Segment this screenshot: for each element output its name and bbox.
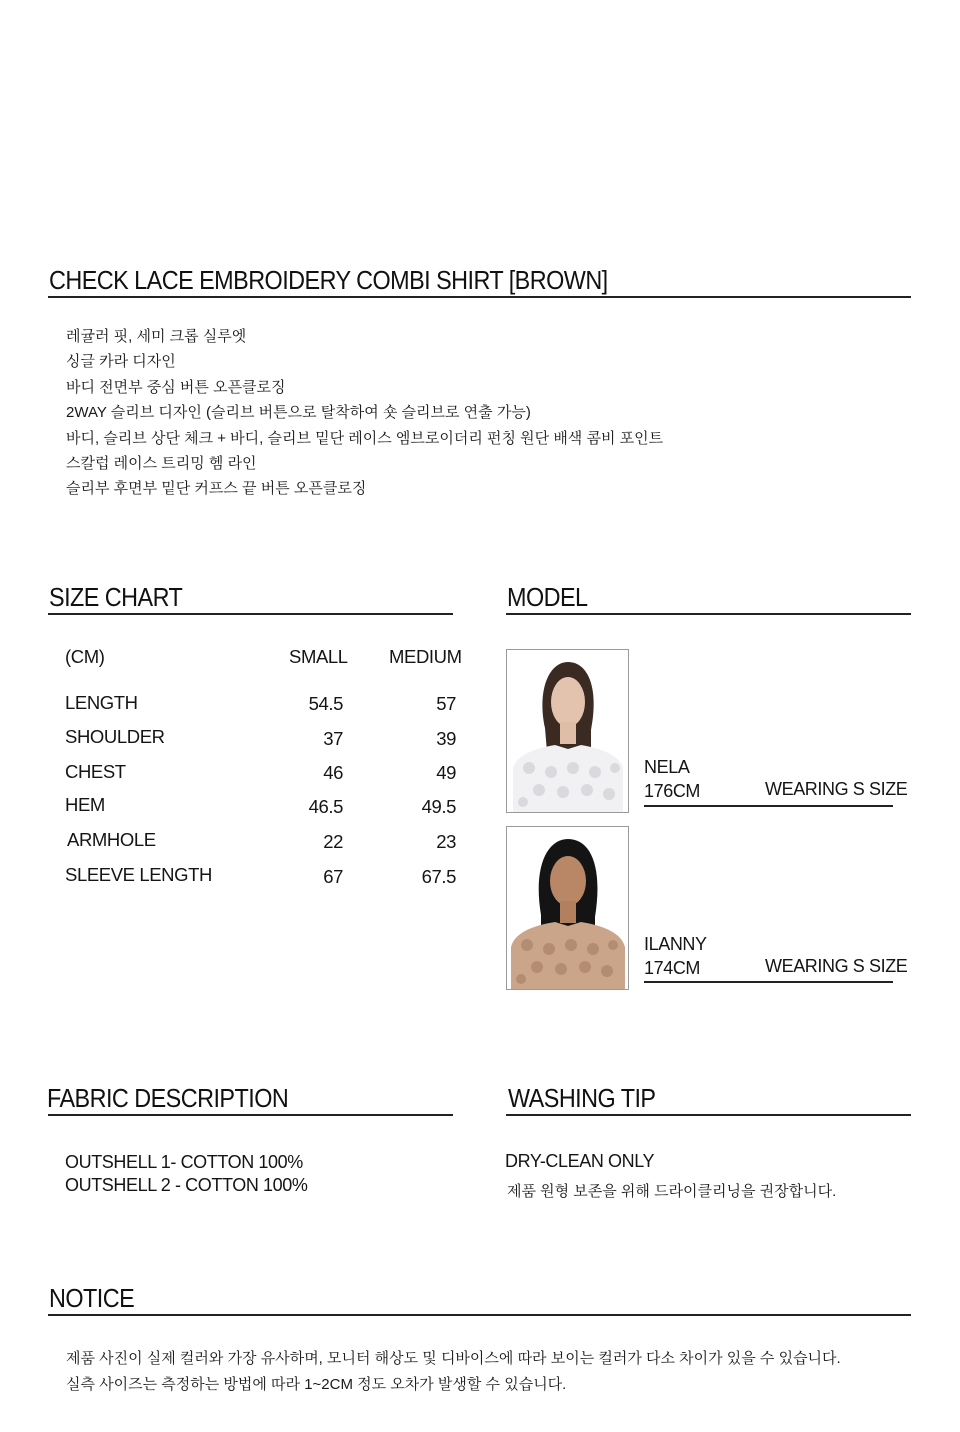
- model-portrait-illustration: [507, 827, 628, 989]
- product-title: CHECK LACE EMBROIDERY COMBI SHIRT [BROWN]: [49, 265, 608, 295]
- model-wearing-size: WEARING S SIZE: [765, 956, 908, 976]
- feature-item: 레귤러 핏, 세미 크롭 실루엣: [66, 328, 247, 345]
- garment: [511, 922, 625, 989]
- value-small: 37: [323, 728, 343, 749]
- notice-divider: [48, 1314, 911, 1316]
- row-label: LENGTH: [65, 692, 138, 713]
- feature-item: 2WAY 슬리브 디자인 (슬리브 버튼으로 탈착하여 숏 슬리브로 연출 가능): [66, 404, 531, 422]
- feature-item: 스칼럽 레이스 트리밍 헴 라인: [66, 455, 257, 473]
- size-chart-divider: [48, 613, 453, 615]
- washing-note: 제품 원형 보존을 위해 드라이클리닝을 권장합니다.: [507, 1183, 837, 1200]
- fabric-line: OUTSHELL 2 - COTTON 100%: [65, 1175, 308, 1195]
- model-name: ILANNY: [644, 934, 707, 954]
- washing-heading: WASHING TIP: [508, 1083, 656, 1113]
- model-name: NELA: [644, 757, 690, 777]
- value-small: 46.5: [308, 796, 343, 817]
- model-heading: MODEL: [507, 582, 588, 612]
- feature-item: 슬리부 후면부 밑단 커프스 끝 버튼 오픈클로징: [66, 480, 367, 498]
- neck: [560, 901, 576, 923]
- column-header-medium: MEDIUM: [389, 646, 462, 667]
- feature-list: [66, 324, 663, 502]
- value-medium: 67.5: [421, 866, 456, 887]
- value-small: 22: [323, 831, 343, 852]
- washing-divider: [506, 1114, 911, 1116]
- value-medium: 57: [436, 693, 456, 714]
- value-small: 46: [323, 762, 343, 783]
- size-chart-heading: SIZE CHART: [49, 582, 183, 612]
- notice-line: 제품 사진이 실제 컬러와 가장 유사하며, 모니터 해상도 및 디바이스에 따라 보이는 컬러가 다소 차이가 있을 수 있습니다.: [66, 1350, 841, 1367]
- row-label: HEM: [65, 794, 105, 815]
- model-height: 174CM: [644, 958, 701, 978]
- face: [551, 677, 585, 727]
- title-divider: [48, 296, 911, 298]
- model-photo-nela: [506, 649, 629, 813]
- notice-heading: NOTICE: [49, 1283, 135, 1313]
- unit-label: (CM): [65, 646, 105, 667]
- value-medium: 39: [436, 728, 456, 749]
- value-medium: 23: [436, 831, 456, 852]
- value-medium: 49: [436, 762, 456, 783]
- column-header-small: SMALL: [289, 646, 348, 667]
- neck: [560, 722, 576, 744]
- model-height: 176CM: [644, 781, 701, 801]
- model-portrait-illustration: [507, 650, 628, 812]
- fabric-line: OUTSHELL 1- COTTON 100%: [65, 1152, 303, 1172]
- row-label: ARMHOLE: [67, 829, 156, 850]
- garment: [513, 745, 623, 812]
- model-info-divider: [644, 981, 893, 983]
- model-wearing-size: WEARING S SIZE: [765, 779, 908, 799]
- feature-item: 바디 전면부 중심 버튼 오픈클로징: [66, 378, 286, 396]
- model-photo-ilanny: [506, 826, 629, 990]
- value-medium: 49.5: [421, 796, 456, 817]
- feature-item: 바디, 슬리브 상단 체크 + 바디, 슬리브 밑단 레이스 엠브로이더리 펀칭 원단 배색 콤비 포인트: [66, 429, 664, 447]
- feature-item: 싱글 카라 디자인: [66, 353, 176, 371]
- value-small: 67: [323, 866, 343, 887]
- face: [550, 856, 586, 906]
- model-info-divider: [644, 805, 893, 807]
- value-small: 54.5: [308, 693, 343, 714]
- row-label: SHOULDER: [65, 726, 165, 747]
- row-label: SLEEVE LENGTH: [65, 864, 212, 885]
- fabric-heading: FABRIC DESCRIPTION: [47, 1083, 289, 1113]
- fabric-divider: [48, 1114, 453, 1116]
- washing-instruction: DRY-CLEAN ONLY: [505, 1151, 655, 1171]
- model-divider: [506, 613, 911, 615]
- notice-line: 실측 사이즈는 측정하는 방법에 따라 1~2CM 정도 오차가 발생할 수 있습니다.: [66, 1376, 567, 1393]
- row-label: CHEST: [65, 761, 126, 782]
